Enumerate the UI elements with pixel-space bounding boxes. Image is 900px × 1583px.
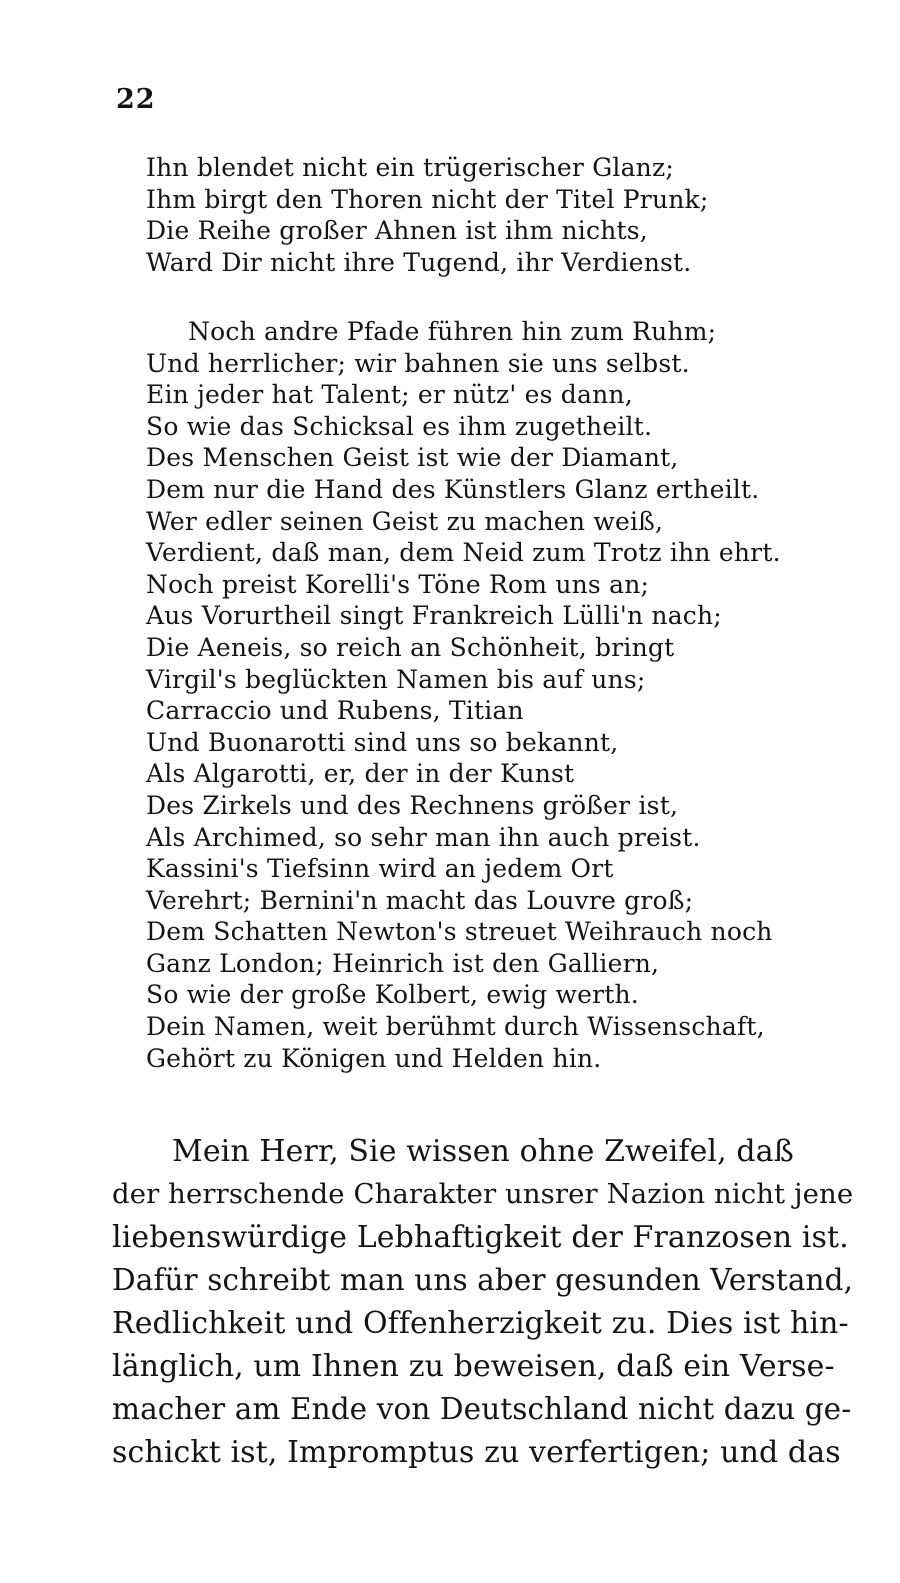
- verse-line: Die Aeneis, so reich an Schönheit, bringt: [146, 632, 675, 662]
- prose-line: länglich, um Ihnen zu beweisen, daß ein Verse-: [112, 1349, 835, 1384]
- poem-stanza-2: [146, 316, 781, 1074]
- verse-line: Als Archimed, so sehr man ihn auch preist.: [146, 822, 701, 852]
- prose-line: Dafür schreibt man uns aber gesunden Verstand,: [112, 1263, 854, 1297]
- verse-line: Dein Namen, weit berühmt durch Wissenschaft,: [146, 1012, 765, 1042]
- page-number: 22: [116, 84, 156, 115]
- verse-line: Noch preist Korelli's Töne Rom uns an;: [146, 569, 650, 599]
- verse-line: So wie das Schicksal es ihm zugetheilt.: [146, 411, 653, 441]
- prose-line: schickt ist, Impromptus zu verfertigen; und das: [112, 1435, 841, 1470]
- verse-line: Kassini's Tiefsinn wird an jedem Ort: [146, 854, 614, 884]
- verse-line: Dem Schatten Newton's streuet Weihrauch noch: [146, 917, 773, 947]
- verse-line: Ein jeder hat Talent; er nütz' es dann,: [146, 380, 633, 410]
- verse-line: Gehört zu Königen und Helden hin.: [146, 1043, 602, 1073]
- verse-line: Wer edler seinen Geist zu machen weiß,: [146, 506, 664, 536]
- verse-line: Verehrt; Bernini'n macht das Louvre groß;: [146, 885, 694, 915]
- prose-line: macher am Ende von Deutschland nicht dazu ge-: [112, 1392, 852, 1426]
- verse-line: So wie der große Kolbert, ewig werth.: [146, 980, 639, 1010]
- poem-stanza-1: [146, 152, 709, 278]
- prose-paragraph: [112, 1130, 854, 1474]
- prose-line: Redlichkeit und Offenherzigkeit zu. Dies ist hin-: [112, 1306, 849, 1341]
- verse-line: Aus Vorurtheil singt Frankreich Lülli'n nach;: [146, 601, 722, 631]
- prose-line: der herrschende Charakter unsrer Nazion nicht jene: [112, 1178, 854, 1210]
- verse-line: Virgil's beglückten Namen bis auf uns;: [146, 664, 646, 694]
- verse-line: Die Reihe großer Ahnen ist ihm nichts,: [146, 216, 648, 246]
- verse-line: Als Algarotti, er, der in der Kunst: [146, 759, 575, 789]
- verse-line: Des Menschen Geist ist wie der Diamant,: [146, 443, 679, 473]
- verse-line: Und Buonarotti sind uns so bekannt,: [146, 727, 619, 757]
- verse-line: Noch andre Pfade führen hin zum Ruhm;: [188, 317, 717, 346]
- verse-line: Ihn blendet nicht ein trügerischer Glanz;: [146, 153, 674, 182]
- prose-line: Mein Herr, Sie wissen ohne Zweifel, daß: [172, 1134, 794, 1169]
- verse-line: Ward Dir nicht ihre Tugend, ihr Verdienst.: [146, 247, 692, 277]
- verse-line: Dem nur die Hand des Künstlers Glanz ertheilt.: [146, 474, 760, 504]
- verse-line: Ihm birgt den Thoren nicht der Titel Prunk;: [146, 184, 709, 214]
- verse-line: Und herrlicher; wir bahnen sie uns selbst.: [146, 348, 690, 378]
- prose-line: liebenswürdige Lebhaftigkeit der Franzosen ist.: [112, 1220, 849, 1255]
- verse-line: Ganz London; Heinrich ist den Galliern,: [146, 948, 660, 978]
- verse-line: Des Zirkels und des Rechnens größer ist,: [146, 790, 679, 820]
- verse-line: Verdient, daß man, dem Neid zum Trotz ihn ehrt.: [146, 538, 781, 568]
- verse-line: Carraccio und Rubens, Titian: [146, 696, 524, 726]
